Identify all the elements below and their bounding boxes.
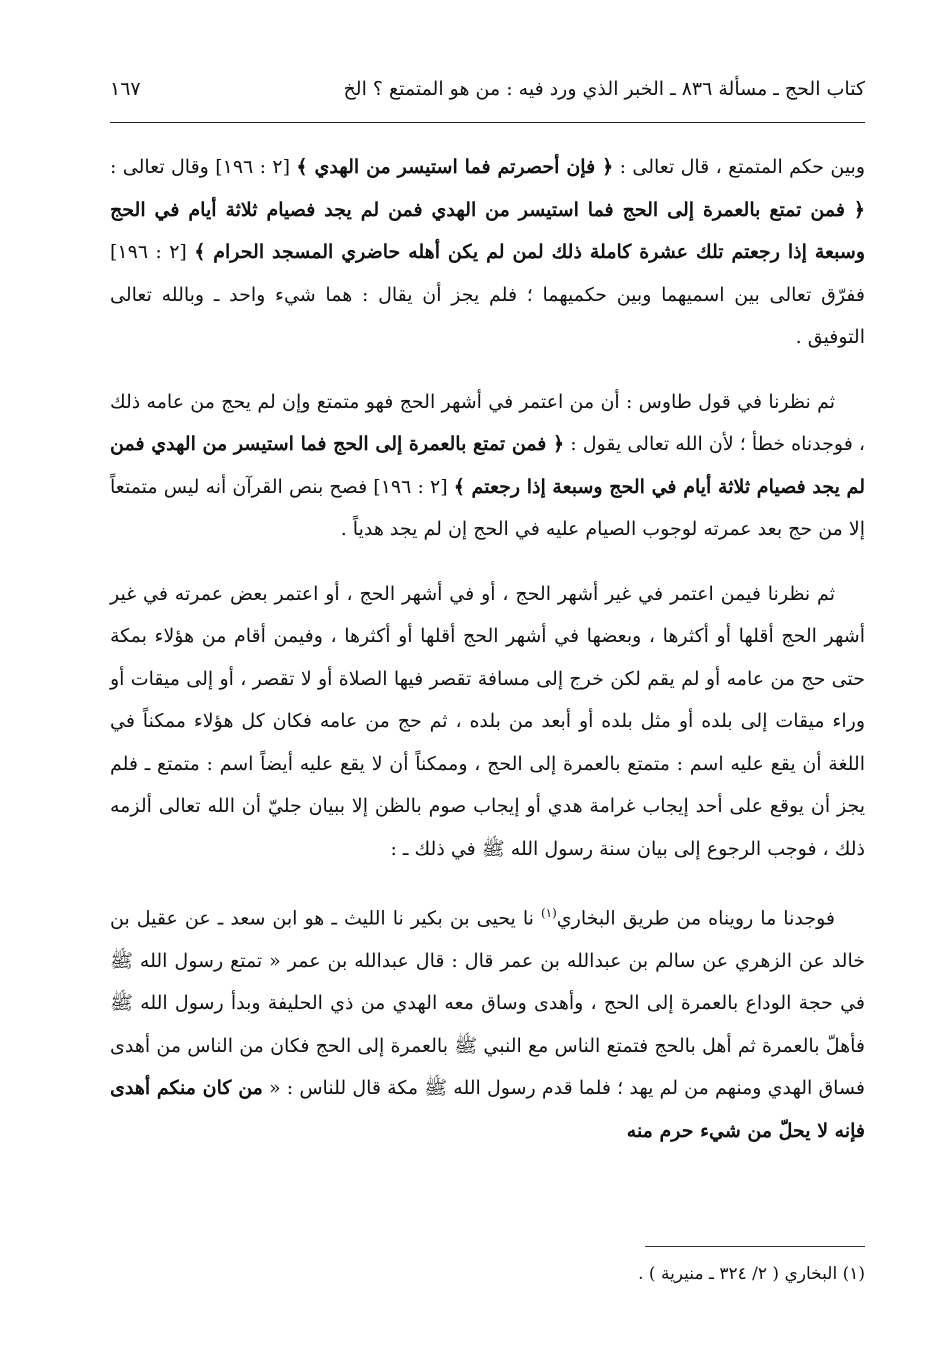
text-run: وبين حكم المتمتع ، قال تعالى : bbox=[613, 156, 866, 178]
footnote-marker[interactable]: (١) bbox=[540, 906, 557, 920]
text-run: نا يحيى بن بكير نا الليث ـ هو ابن سعد ـ عن عقيل بن خالد عن الزهري عن سالم بن عبدالله بن عمر قال : قال عبدالله بن عمر « تمتع رسول الله ﷺ في حجة الوداع بالعمرة إلى الحج ، وأهدى وساق معه الهدي من ذي الحليفة وبدأ رسول الله ﷺ فأهلّ بالعمرة ثم أهل بالحج فتمتع الناس مع النبي ﷺ بالعمرة إلى الحج فكان من الناس من أهدى فساق الهدي ومنهم من لم يهد ؛ فلما قدم رسول الله ﷺ مكة قال للناس : « bbox=[110, 907, 866, 1100]
quran-verse: ﴿ فإن أحصرتم فما استيسر من الهدي ﴾ bbox=[296, 156, 614, 178]
text-run: ثم نظرنا فيمن اعتمر في غير أشهر الحج ، أو في أشهر الحج ، أو اعتمر بعض عمرته في غير أشهر الحج أقلها أو أكثرها ، وبعضها في أشهر الحج أقلها أو أكثرها ، وفيمن أقام من هؤلاء بمكة حتى حج من عامه أو لم يقم لكن خرج إلى مسافة تقصر فيها الصلاة أو لا تقصر ، أو إلى ميقات أو وراء ميقات إلى بلده أو مثل بلده أو أبعد من بلده ، ثم حج من عامه فكان كل هؤلاء ممكناً في اللغة أن يقع عليه اسم : متمتع بالعمرة إلى الحج ، وممكناً أن لا يقع عليه أيضاً اسم : متمتع ـ فلم يجز أن يوقع على أحد إيجاب غرامة هدي أو إيجاب صوم بالظن إلا ببيان جليّ أن الله تعالى ألزمه ذلك ، فوجب الرجوع إلى بيان سنة رسول الله ﷺ في ذلك ـ : bbox=[110, 582, 865, 860]
page-number: ١٦٧ bbox=[110, 78, 141, 100]
quran-verse: ﴿ فمن تمتع بالعمرة إلى الحج فما استيسر من الهدي فمن لم يجد فصيام ثلاثة أيام في الحج وسبعة إذا رجعتم تلك عشرة كاملة ذلك لمن لم يكن أهله حاضري المسجد الحرام ﴾ bbox=[110, 198, 866, 263]
paragraph-1 bbox=[110, 146, 865, 359]
paragraph-3 bbox=[110, 573, 865, 871]
header-divider bbox=[110, 122, 865, 123]
paragraph-4 bbox=[110, 892, 865, 1152]
text-run: [٢ : ١٩٦] ففرّق تعالى بين اسميهما وبين حكميهما ؛ فلم يجز أن يقال : هما شيء واحد ـ وبالله تعالى التوفيق . bbox=[110, 241, 865, 348]
footnote-divider bbox=[645, 1246, 865, 1247]
text-run: [٢ : ١٩٦] فصح بنص القرآن أنه ليس متمتعاً إلا من حج بعد عمرته لوجوب الصيام عليه في الحج إن لم يجد هدياً . bbox=[110, 475, 865, 540]
text-run: ثم نظرنا في قول طاوس : أن من اعتمر في أشهر الحج فهو متمتع وإن لم يحج من عامه ذلك ، فوجدناه خطأ ؛ لأن الله تعالى يقول : bbox=[110, 390, 865, 455]
hadith-quote: من كان منكم أهدى فإنه لا يحلّ من شيء حرم منه bbox=[110, 1077, 865, 1142]
text-run: [٢ : ١٩٦] وقال تعالى : bbox=[110, 156, 297, 178]
page-header bbox=[110, 72, 865, 106]
running-title: كتاب الحج ـ مسألة ٨٣٦ ـ الخبر الذي ورد فيه : من هو المتمتع ؟ الخ bbox=[343, 78, 865, 100]
paragraph-2 bbox=[110, 381, 865, 551]
text-run: فوجدنا ما رويناه من طريق البخاري bbox=[556, 907, 835, 930]
footnote: (١) البخاري ( ٢/ ٣٢٤ ـ منيرية ) . bbox=[638, 1264, 865, 1284]
main-text bbox=[110, 146, 865, 1174]
quran-verse: ﴿ فمن تمتع بالعمرة إلى الحج فما استيسر من الهدي فمن لم يجد فصيام ثلاثة أيام في الحج وسبعة إذا رجعتم ﴾ bbox=[110, 433, 865, 498]
